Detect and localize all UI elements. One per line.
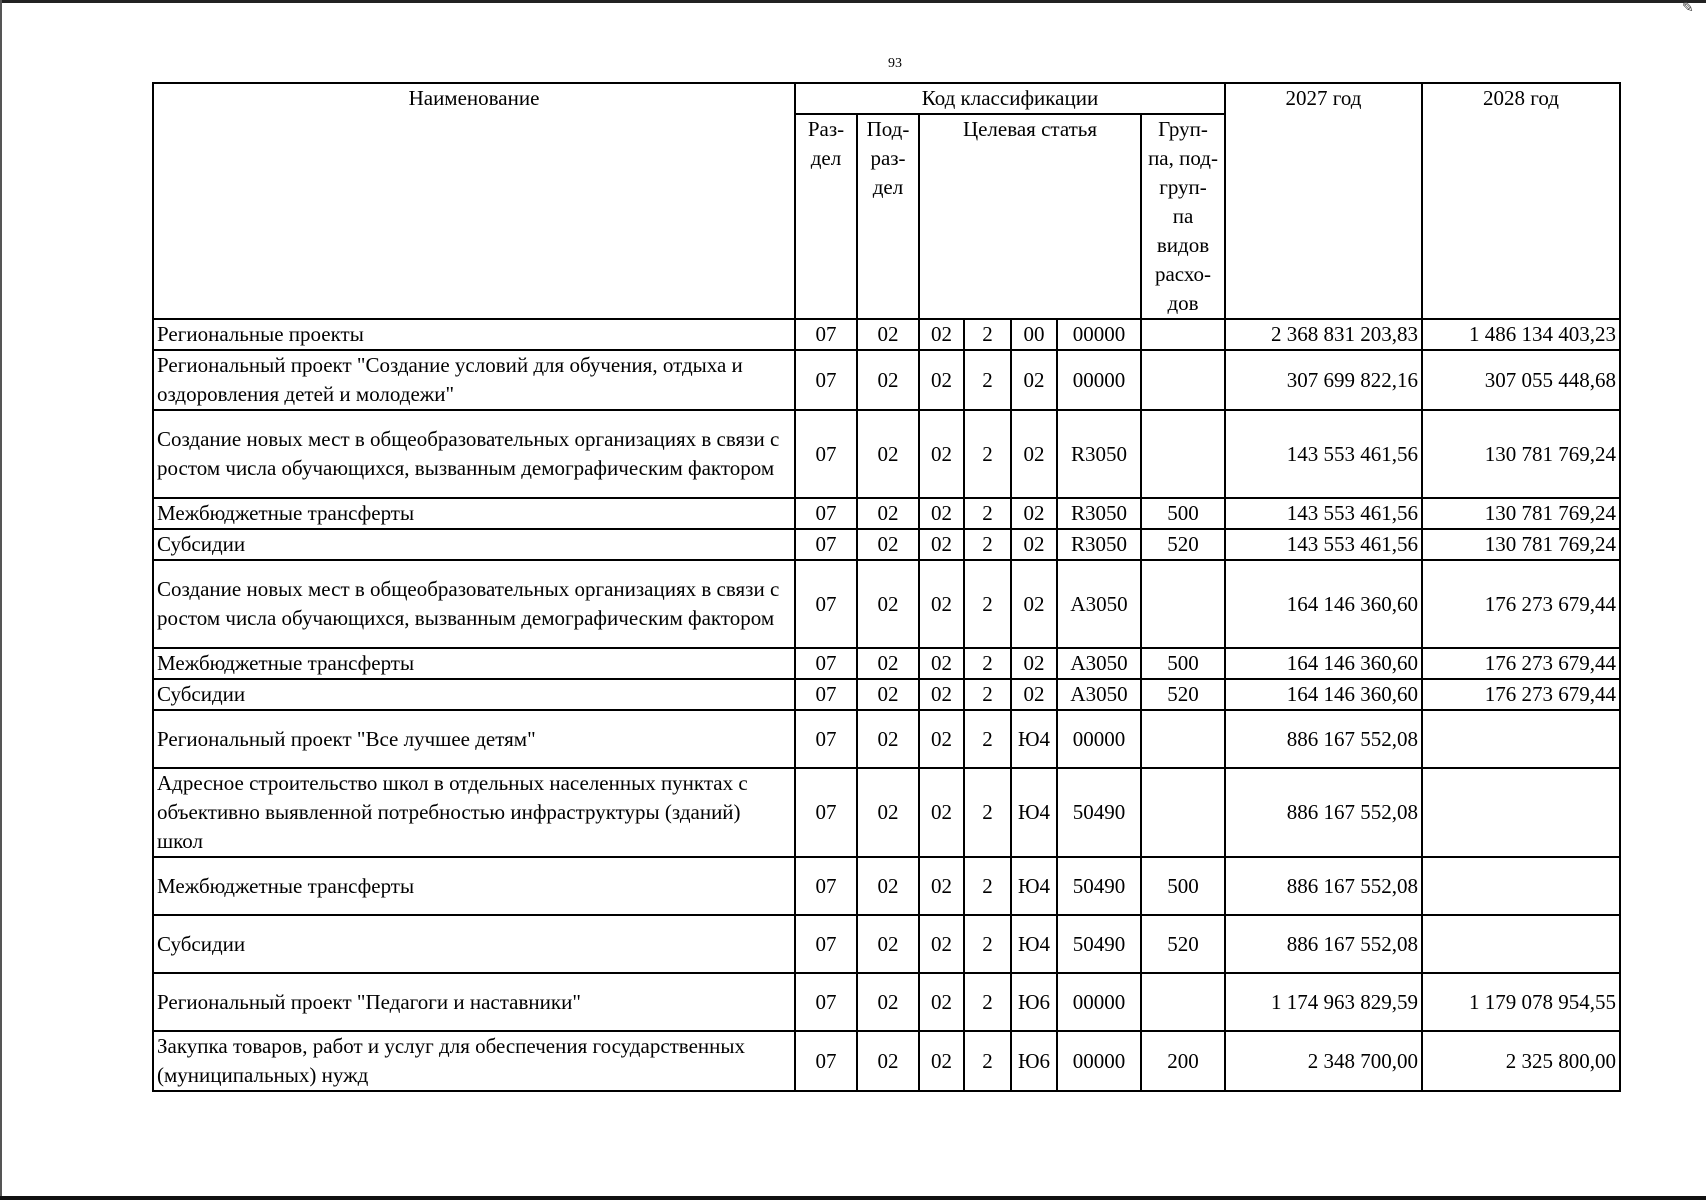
row-name: Региональный проект "Все лучшее детям" — [153, 710, 795, 768]
scan-border-top — [0, 0, 1706, 3]
header-year-2027: 2027 год — [1225, 83, 1422, 319]
row-razdel: 07 — [795, 529, 857, 560]
row-amount-2028 — [1422, 857, 1620, 915]
row-target-part-2: 2 — [964, 648, 1011, 679]
row-name: Субсидии — [153, 679, 795, 710]
row-target-part-1: 02 — [919, 560, 964, 648]
row-name: Создание новых мест в общеобразовательных организациях в связи с ростом числа обучающихся, вызванным демографическим фактором — [153, 410, 795, 498]
row-amount-2027: 164 146 360,60 — [1225, 679, 1422, 710]
table-row — [153, 560, 1620, 648]
row-amount-2028: 176 273 679,44 — [1422, 560, 1620, 648]
row-target-part-4: 00000 — [1057, 1031, 1141, 1091]
row-razdel: 07 — [795, 1031, 857, 1091]
table-row — [153, 410, 1620, 498]
row-target-part-2: 2 — [964, 498, 1011, 529]
scan-border-bottom — [0, 1196, 1706, 1200]
row-target-part-2: 2 — [964, 857, 1011, 915]
row-amount-2028 — [1422, 768, 1620, 857]
row-target-part-2: 2 — [964, 560, 1011, 648]
row-podrazdel: 02 — [857, 410, 919, 498]
row-target-part-2: 2 — [964, 529, 1011, 560]
row-target-part-4: R3050 — [1057, 498, 1141, 529]
row-target-part-3: 02 — [1011, 679, 1057, 710]
row-expense-group — [1141, 768, 1225, 857]
row-target-part-1: 02 — [919, 529, 964, 560]
row-target-part-1: 02 — [919, 768, 964, 857]
row-amount-2028: 176 273 679,44 — [1422, 648, 1620, 679]
row-target-part-1: 02 — [919, 679, 964, 710]
row-expense-group — [1141, 350, 1225, 410]
row-target-part-3: Ю4 — [1011, 915, 1057, 973]
row-target-part-1: 02 — [919, 915, 964, 973]
row-podrazdel: 02 — [857, 560, 919, 648]
header-expense-group: Груп- па, под- груп- па видов расхо- дов — [1141, 114, 1225, 319]
row-target-part-4: 50490 — [1057, 915, 1141, 973]
row-amount-2028: 307 055 448,68 — [1422, 350, 1620, 410]
header-target-article: Целевая статья — [919, 114, 1141, 319]
row-expense-group — [1141, 710, 1225, 768]
row-target-part-2: 2 — [964, 768, 1011, 857]
header-name: Наименование — [153, 83, 795, 319]
row-amount-2028: 130 781 769,24 — [1422, 410, 1620, 498]
row-expense-group — [1141, 560, 1225, 648]
header-razdel: Раз- дел — [795, 114, 857, 319]
row-amount-2027: 2 368 831 203,83 — [1225, 319, 1422, 350]
row-target-part-3: Ю6 — [1011, 973, 1057, 1031]
scan-border-left — [0, 0, 2, 1200]
scan-corner-mark: ✎ — [1682, 1, 1694, 16]
row-target-part-4: 00000 — [1057, 350, 1141, 410]
header-code-classification: Код классификации — [795, 83, 1225, 114]
row-name: Межбюджетные трансферты — [153, 498, 795, 529]
row-amount-2027: 143 553 461,56 — [1225, 529, 1422, 560]
row-name: Региональный проект "Создание условий для обучения, отдыха и оздоровления детей и молодежи" — [153, 350, 795, 410]
table-row — [153, 710, 1620, 768]
row-amount-2027: 143 553 461,56 — [1225, 498, 1422, 529]
row-target-part-3: 02 — [1011, 410, 1057, 498]
row-target-part-3: 02 — [1011, 648, 1057, 679]
row-amount-2027: 886 167 552,08 — [1225, 710, 1422, 768]
row-target-part-2: 2 — [964, 915, 1011, 973]
row-podrazdel: 02 — [857, 710, 919, 768]
row-amount-2028: 1 486 134 403,23 — [1422, 319, 1620, 350]
row-amount-2027: 164 146 360,60 — [1225, 560, 1422, 648]
row-target-part-1: 02 — [919, 350, 964, 410]
row-amount-2028: 130 781 769,24 — [1422, 529, 1620, 560]
row-razdel: 07 — [795, 350, 857, 410]
row-target-part-3: Ю4 — [1011, 710, 1057, 768]
table-row — [153, 648, 1620, 679]
row-expense-group — [1141, 410, 1225, 498]
row-razdel: 07 — [795, 410, 857, 498]
row-amount-2028 — [1422, 710, 1620, 768]
row-expense-group: 520 — [1141, 679, 1225, 710]
row-razdel: 07 — [795, 319, 857, 350]
row-target-part-1: 02 — [919, 498, 964, 529]
page-number: 93 — [888, 56, 902, 71]
row-podrazdel: 02 — [857, 679, 919, 710]
row-razdel: 07 — [795, 857, 857, 915]
row-target-part-2: 2 — [964, 1031, 1011, 1091]
row-expense-group: 520 — [1141, 915, 1225, 973]
row-expense-group: 200 — [1141, 1031, 1225, 1091]
row-name: Адресное строительство школ в отдельных населенных пунктах с объективно выявленной потребностью инфраструктуры (зданий) школ — [153, 768, 795, 857]
row-name: Субсидии — [153, 529, 795, 560]
row-target-part-1: 02 — [919, 973, 964, 1031]
row-amount-2028 — [1422, 915, 1620, 973]
row-target-part-2: 2 — [964, 679, 1011, 710]
row-razdel: 07 — [795, 648, 857, 679]
row-podrazdel: 02 — [857, 529, 919, 560]
row-target-part-2: 2 — [964, 410, 1011, 498]
row-target-part-1: 02 — [919, 410, 964, 498]
table-row — [153, 857, 1620, 915]
row-podrazdel: 02 — [857, 350, 919, 410]
row-target-part-1: 02 — [919, 710, 964, 768]
row-amount-2027: 164 146 360,60 — [1225, 648, 1422, 679]
row-razdel: 07 — [795, 768, 857, 857]
row-target-part-4: R3050 — [1057, 410, 1141, 498]
table-row — [153, 529, 1620, 560]
header-year-2028: 2028 год — [1422, 83, 1620, 319]
row-razdel: 07 — [795, 710, 857, 768]
row-target-part-1: 02 — [919, 319, 964, 350]
row-target-part-1: 02 — [919, 857, 964, 915]
row-name: Создание новых мест в общеобразовательных организациях в связи с ростом числа обучающихся, вызванным демографическим фактором — [153, 560, 795, 648]
row-amount-2028: 176 273 679,44 — [1422, 679, 1620, 710]
table-row — [153, 319, 1620, 350]
row-target-part-1: 02 — [919, 648, 964, 679]
row-target-part-3: Ю6 — [1011, 1031, 1057, 1091]
row-podrazdel: 02 — [857, 768, 919, 857]
row-razdel: 07 — [795, 498, 857, 529]
row-podrazdel: 02 — [857, 857, 919, 915]
row-name: Межбюджетные трансферты — [153, 648, 795, 679]
header-podrazdel: Под- раз- дел — [857, 114, 919, 319]
table-row — [153, 679, 1620, 710]
row-expense-group: 500 — [1141, 648, 1225, 679]
table-row — [153, 973, 1620, 1031]
row-amount-2027: 143 553 461,56 — [1225, 410, 1422, 498]
row-target-part-2: 2 — [964, 710, 1011, 768]
row-amount-2027: 886 167 552,08 — [1225, 915, 1422, 973]
budget-table — [152, 82, 1621, 1092]
row-amount-2027: 886 167 552,08 — [1225, 857, 1422, 915]
row-target-part-1: 02 — [919, 1031, 964, 1091]
row-podrazdel: 02 — [857, 498, 919, 529]
row-target-part-4: R3050 — [1057, 529, 1141, 560]
row-expense-group — [1141, 973, 1225, 1031]
row-amount-2028: 1 179 078 954,55 — [1422, 973, 1620, 1031]
row-name: Субсидии — [153, 915, 795, 973]
row-razdel: 07 — [795, 679, 857, 710]
table-row — [153, 1031, 1620, 1091]
row-razdel: 07 — [795, 560, 857, 648]
row-target-part-3: 02 — [1011, 529, 1057, 560]
row-target-part-4: 00000 — [1057, 973, 1141, 1031]
row-target-part-2: 2 — [964, 973, 1011, 1031]
row-name: Региональный проект "Педагоги и наставники" — [153, 973, 795, 1031]
row-target-part-4: 00000 — [1057, 710, 1141, 768]
row-target-part-3: Ю4 — [1011, 857, 1057, 915]
row-target-part-4: A3050 — [1057, 679, 1141, 710]
row-podrazdel: 02 — [857, 915, 919, 973]
row-target-part-3: 02 — [1011, 350, 1057, 410]
row-razdel: 07 — [795, 973, 857, 1031]
row-target-part-4: 50490 — [1057, 857, 1141, 915]
row-target-part-4: A3050 — [1057, 560, 1141, 648]
row-expense-group: 500 — [1141, 857, 1225, 915]
row-name: Межбюджетные трансферты — [153, 857, 795, 915]
row-target-part-2: 2 — [964, 319, 1011, 350]
row-razdel: 07 — [795, 915, 857, 973]
row-target-part-4: 00000 — [1057, 319, 1141, 350]
row-expense-group: 500 — [1141, 498, 1225, 529]
row-name: Закупка товаров, работ и услуг для обеспечения государственных (муниципальных) нужд — [153, 1031, 795, 1091]
row-podrazdel: 02 — [857, 319, 919, 350]
row-target-part-3: 00 — [1011, 319, 1057, 350]
row-podrazdel: 02 — [857, 1031, 919, 1091]
row-name: Региональные проекты — [153, 319, 795, 350]
row-target-part-2: 2 — [964, 350, 1011, 410]
table-row — [153, 915, 1620, 973]
row-target-part-4: 50490 — [1057, 768, 1141, 857]
row-amount-2028: 130 781 769,24 — [1422, 498, 1620, 529]
row-amount-2027: 886 167 552,08 — [1225, 768, 1422, 857]
table-row — [153, 768, 1620, 857]
row-amount-2028: 2 325 800,00 — [1422, 1031, 1620, 1091]
row-target-part-4: A3050 — [1057, 648, 1141, 679]
table-row — [153, 498, 1620, 529]
row-target-part-3: 02 — [1011, 498, 1057, 529]
row-expense-group: 520 — [1141, 529, 1225, 560]
row-amount-2027: 2 348 700,00 — [1225, 1031, 1422, 1091]
row-expense-group — [1141, 319, 1225, 350]
row-podrazdel: 02 — [857, 973, 919, 1031]
row-target-part-3: Ю4 — [1011, 768, 1057, 857]
row-target-part-3: 02 — [1011, 560, 1057, 648]
row-amount-2027: 307 699 822,16 — [1225, 350, 1422, 410]
row-amount-2027: 1 174 963 829,59 — [1225, 973, 1422, 1031]
table-row — [153, 350, 1620, 410]
row-podrazdel: 02 — [857, 648, 919, 679]
